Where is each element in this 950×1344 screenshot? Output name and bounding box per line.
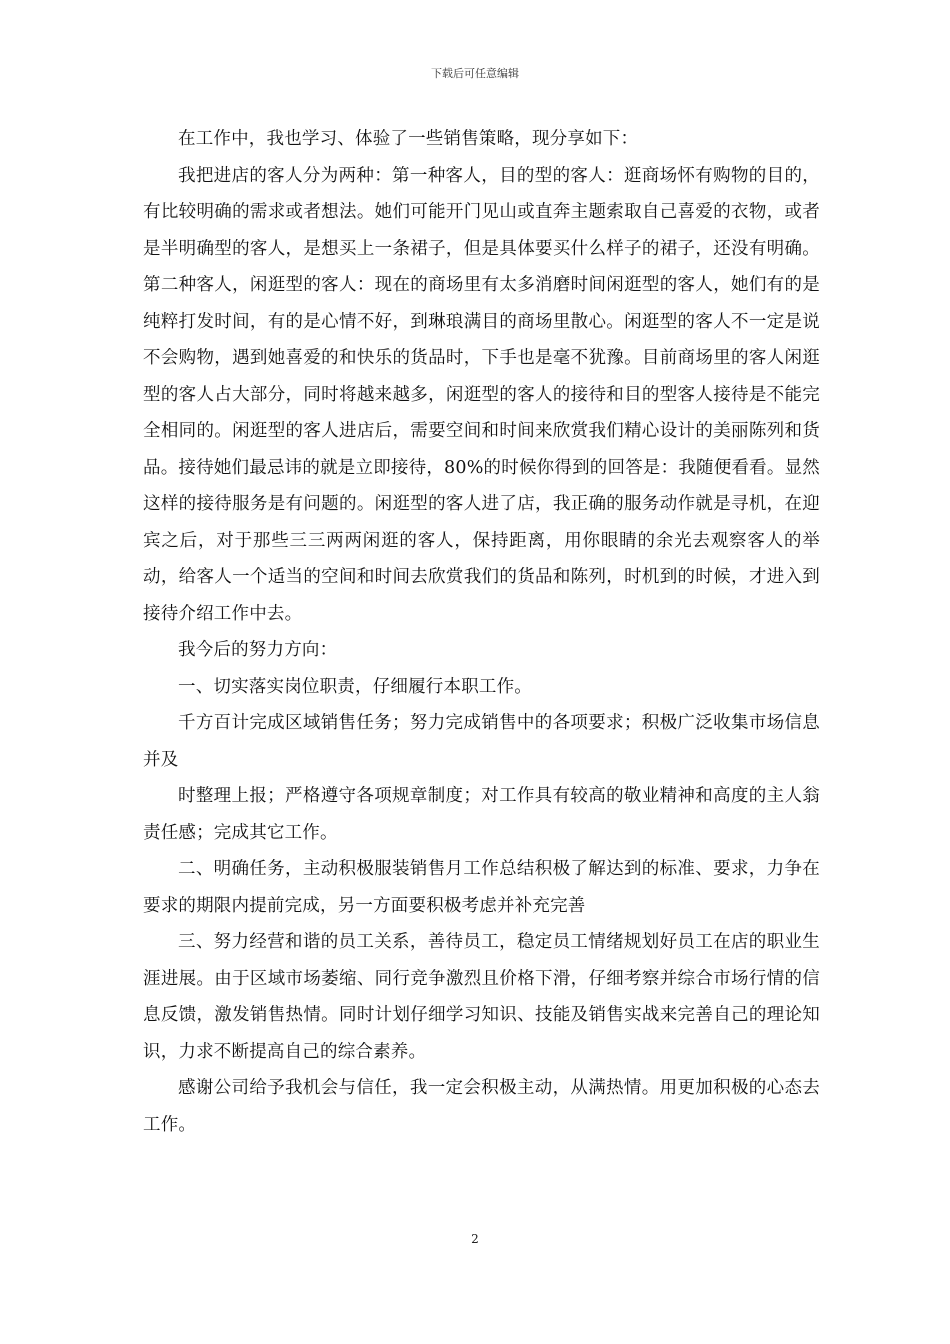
paragraph: 在工作中，我也学习、体验了一些销售策略，现分享如下：: [178, 129, 639, 149]
paragraph: 三、努力经营和谐的员工关系，善待员工，稳定员工情绪规划好员工在店的职业生涯进展。由于区域市场萎缩、同行竞争激烈且价格下滑，仔细考察并综合市场行情的信息反馈，激发销售热情。同时计划仔细学习知识、技能及销售实战来完善自己的理论知识，力求不断提高自己的综合素养。: [143, 932, 820, 1062]
paragraph: 二、明确任务，主动积极服装销售月工作总结积极了解达到的标准、要求，力争在要求的期限内提前完成，另一方面要积极考虑并补充完善: [143, 859, 820, 916]
paragraph: 我今后的努力方向：: [178, 640, 338, 660]
paragraph: 感谢公司给予我机会与信任，我一定会积极主动，从满热情。用更加积极的心态去工作。: [143, 1078, 820, 1135]
paragraph: 一、切实落实岗位职责，仔细履行本职工作。: [178, 676, 532, 697]
page-header: 下载后可任意编辑: [431, 67, 519, 80]
page-number: 2: [471, 1232, 479, 1246]
paragraph: 时整理上报；严格遵守各项规章制度；对工作具有较高的敬业精神和高度的主人翁责任感；完成其它工作。: [143, 786, 820, 843]
document-body: [143, 121, 820, 1143]
paragraph: 千方百计完成区域销售任务；努力完成销售中的各项要求；积极广泛收集市场信息并及: [143, 713, 820, 770]
paragraph: 我把进店的客人分为两种：第一种客人，目的型的客人：逛商场怀有购物的目的，有比较明确的需求或者想法。她们可能开门见山或直奔主题索取自己喜爱的衣物，或者是半明确型的客人，是想买上一条裙子，但是具体要买什么样子的裙子，还没有明确。第二种客人，闲逛型的客人：现在的商场里有太多消磨时间闲逛型的客人，她们有的是纯粹打发时间，有的是心情不好，到琳琅满目的商场里散心。闲逛型的客人不一定是说不会购物，遇到她喜爱的和快乐的货品时，下手也是毫不犹豫。目前商场里的客人闲逛型的客人占大部分，同时将越来越多，闲逛型的客人的接待和目的型客人接待是不能完全相同的。闲逛型的客人进店后，需要空间和时间来欣赏我们精心设计的美丽陈列和货品。接待她们最忌讳的就是立即接待，80%的时候你得到的回答是：我随便看看。显然这样的接待服务是有问题的。闲逛型的客人进了店，我正确的服务动作就是寻机，在迎宾之后，对于那些三三两两闲逛的客人，保持距离，用你眼睛的余光去观察客人的举动，给客人一个适当的空间和时间去欣赏我们的货品和陈列，时机到的时候，才进入到接待介绍工作中去。: [143, 165, 820, 624]
